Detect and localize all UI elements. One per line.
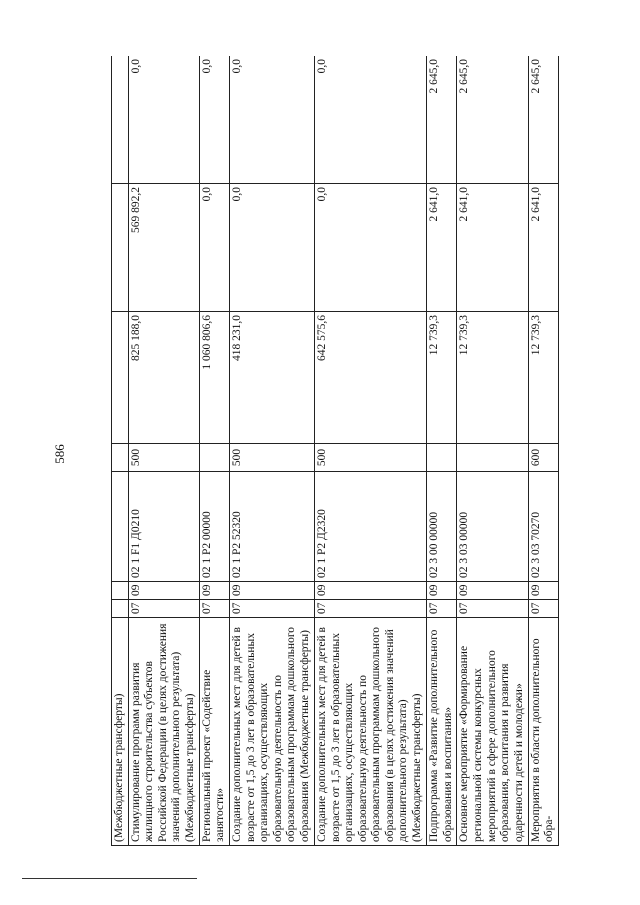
cell-expense-type: 500 — [230, 444, 315, 472]
cell-name: Стимулирование программ развития жилищного строительства субъектов Российской Федерации (в целях достижения значений дополнительного результата) (Межбюджетные трансферты) — [128, 618, 199, 846]
cell-amount-year-3: 2 645,0 — [427, 56, 457, 184]
cell-amount-year-2 — [112, 184, 129, 312]
cell-expense-type: 600 — [528, 444, 558, 472]
cell-amount-year-1: 12 739,3 — [427, 312, 457, 444]
cell-amount-year-3: 2 645,0 — [528, 56, 558, 184]
cell-amount-year-1: 12 739,3 — [528, 312, 558, 444]
cell-amount-year-1: 1 060 806,6 — [199, 312, 229, 444]
cell-expense-type — [457, 444, 528, 472]
cell-name: Подпрограмма «Развитие дополнительного образования и воспитания» — [427, 618, 457, 846]
cell-expense-type — [199, 444, 229, 472]
cell-amount-year-1: 825 188,0 — [128, 312, 199, 444]
cell-target-article: 02 3 00 00000 — [427, 472, 457, 582]
cell-section: 07 — [199, 600, 229, 618]
cell-expense-type — [112, 444, 129, 472]
cell-amount-year-2: 2 641,0 — [528, 184, 558, 312]
table-row — [199, 56, 229, 846]
cell-target-article: 02 1 P2 52320 — [230, 472, 315, 582]
cell-amount-year-2: 569 892,2 — [128, 184, 199, 312]
cell-target-article — [112, 472, 129, 582]
cell-subsection: 09 — [315, 582, 427, 600]
cell-amount-year-3: 0,0 — [315, 56, 427, 184]
cell-amount-year-2: 0,0 — [315, 184, 427, 312]
cell-amount-year-2: 0,0 — [230, 184, 315, 312]
budget-table — [111, 56, 559, 846]
table-row — [427, 56, 457, 846]
rotated-table-container — [111, 56, 559, 846]
cell-amount-year-2: 2 641,0 — [457, 184, 528, 312]
cell-target-article: 02 3 03 70270 — [528, 472, 558, 582]
cell-subsection: 09 — [199, 582, 229, 600]
cell-section: 07 — [315, 600, 427, 618]
cell-amount-year-1 — [112, 312, 129, 444]
cell-target-article: 02 3 03 00000 — [457, 472, 528, 582]
table-row — [230, 56, 315, 846]
cell-section: 07 — [128, 600, 199, 618]
cell-section: 07 — [230, 600, 315, 618]
cell-amount-year-1: 642 575,6 — [315, 312, 427, 444]
cell-name: (Межбюджетные трансферты) — [112, 618, 129, 846]
cell-amount-year-3 — [112, 56, 129, 184]
table-row — [315, 56, 427, 846]
cell-amount-year-2: 2 641,0 — [427, 184, 457, 312]
table-row — [128, 56, 199, 846]
cell-name: Создание дополнительных мест для детей в возрасте от 1,5 до 3 лет в образовательных организациях, осуществляющих образовательную деятельность по образовательным программам дошкольного образования (в целях достижения значений дополнительного результата) (Межбюджетные трансферты) — [315, 618, 427, 846]
table-row — [457, 56, 528, 846]
cell-expense-type: 500 — [315, 444, 427, 472]
cell-amount-year-3: 0,0 — [128, 56, 199, 184]
cell-name: Основное мероприятие «Формирование региональной системы конкурсных мероприятий в сфере дополнительного образования, воспитания и развития одаренности детей и молодежи» — [457, 618, 528, 846]
cell-target-article: 02 1 P2 00000 — [199, 472, 229, 582]
cell-section: 07 — [528, 600, 558, 618]
cell-target-article: 02 1 P2 Д2320 — [315, 472, 427, 582]
cell-amount-year-1: 418 231,0 — [230, 312, 315, 444]
cell-target-article: 02 1 F1 Д0210 — [128, 472, 199, 582]
cell-name: Мероприятия в области дополнительного обра- — [528, 618, 558, 846]
cell-subsection: 09 — [427, 582, 457, 600]
cell-section: 07 — [427, 600, 457, 618]
cell-amount-year-3: 0,0 — [230, 56, 315, 184]
cell-subsection: 09 — [128, 582, 199, 600]
cell-section — [112, 600, 129, 618]
cell-subsection: 09 — [457, 582, 528, 600]
cell-name: Региональный проект «Содействие занятости» — [199, 618, 229, 846]
margin-rule — [22, 878, 197, 879]
budget-table-body — [112, 56, 559, 846]
cell-amount-year-3: 2 645,0 — [457, 56, 528, 184]
page-number: 586 — [52, 444, 67, 464]
cell-subsection: 09 — [528, 582, 558, 600]
cell-name: Создание дополнительных мест для детей в возрасте от 1,5 до 3 лет в образовательных организациях, осуществляющих образовательную деятельность по образовательным программам дошкольного образования (Межбюджетные трансферты) — [230, 618, 315, 846]
table-row — [112, 56, 129, 846]
cell-section: 07 — [457, 600, 528, 618]
cell-expense-type: 500 — [128, 444, 199, 472]
cell-expense-type — [427, 444, 457, 472]
table-row — [528, 56, 558, 846]
cell-subsection — [112, 582, 129, 600]
cell-amount-year-3: 0,0 — [199, 56, 229, 184]
cell-amount-year-2: 0,0 — [199, 184, 229, 312]
cell-subsection: 09 — [230, 582, 315, 600]
budget-table-frame — [111, 56, 559, 846]
cell-amount-year-1: 12 739,3 — [457, 312, 528, 444]
